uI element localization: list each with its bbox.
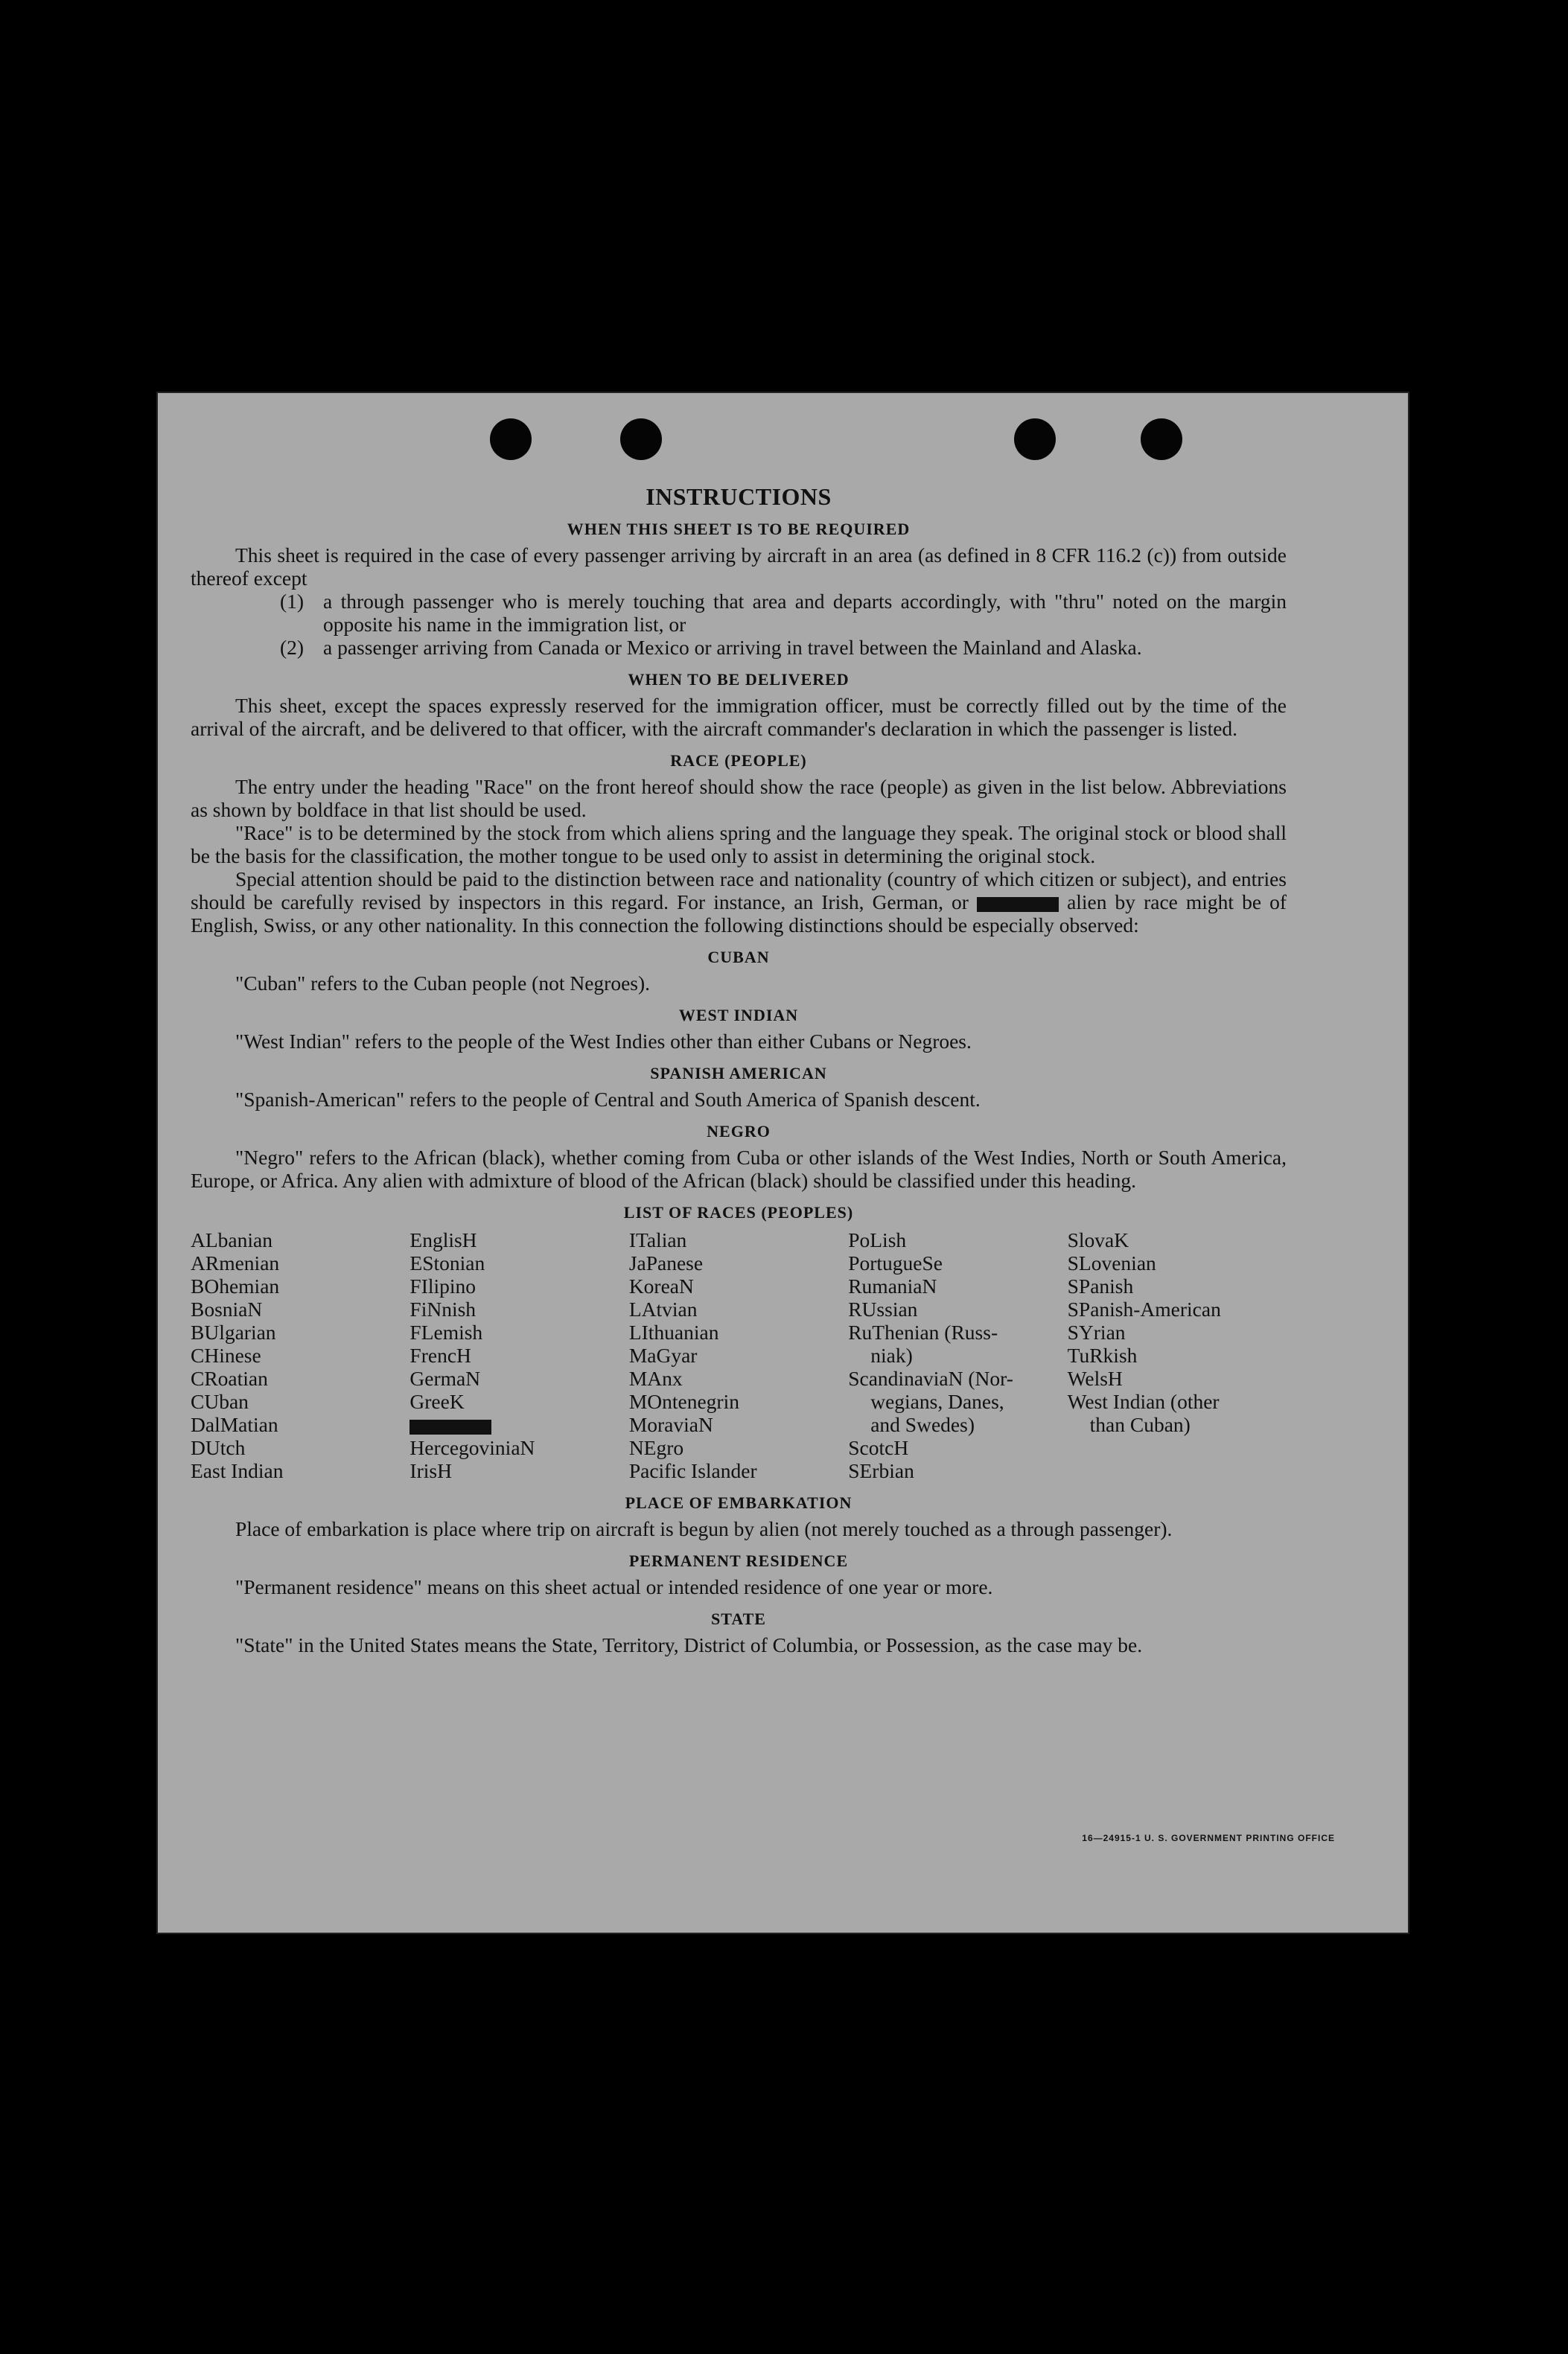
item-number: (2) — [280, 636, 305, 659]
race-entry: PoLish — [848, 1228, 907, 1251]
heading-west-indian: WEST INDIAN — [678, 1006, 799, 1024]
heading-cuban: CUBAN — [707, 948, 770, 966]
item-text: a passenger arriving from Canada or Mexico or arriving in travel between the Mainland and Alaska. — [323, 636, 1142, 659]
race-column-2 — [409, 1228, 628, 1482]
residence-text: "Permanent residence" means on this sheet actual or intended residence of one year or more. — [235, 1575, 993, 1598]
race-entry: GreeK — [409, 1390, 465, 1413]
redaction-mark — [977, 897, 1059, 912]
race-entry: LIthuanian — [628, 1321, 719, 1344]
page-title: INSTRUCTIONS — [646, 483, 832, 510]
race-entry: Pacific Islander — [628, 1459, 757, 1482]
race-entry: DalMatian — [191, 1413, 278, 1436]
item-text: a through passenger who is merely touching that area and departs accordingly, with "thru" noted on the margin opposite his name in the immigration list, or — [323, 590, 1287, 636]
heading-embarkation: PLACE OF EMBARKATION — [625, 1493, 852, 1512]
race-entry: DUtch — [191, 1436, 246, 1459]
race-entry: RUssian — [848, 1298, 918, 1321]
race-entry: BUlgarian — [191, 1321, 276, 1344]
race-entry: LAtvian — [628, 1298, 698, 1321]
spanish-american-text: "Spanish-American" refers to the people of Central and South America of Spanish descent. — [235, 1088, 981, 1111]
heading-race: RACE (PEOPLE) — [670, 751, 807, 770]
race-entry: GermaN — [409, 1367, 481, 1390]
race-entry: SlovaK — [1067, 1228, 1129, 1251]
cuban-text: "Cuban" refers to the Cuban people (not Negroes). — [235, 972, 651, 995]
race-paragraph-3 — [191, 867, 1287, 937]
race-entry: ITalian — [628, 1228, 687, 1251]
race-entry: BosniaN — [191, 1298, 263, 1321]
item-number: (1) — [280, 590, 305, 613]
race-entry: ARmenian — [191, 1251, 280, 1275]
punch-hole — [620, 418, 662, 460]
race-entry: and Swedes) — [870, 1413, 975, 1436]
heading-permanent-residence: PERMANENT RESIDENCE — [628, 1551, 849, 1570]
race-column-1 — [191, 1228, 409, 1482]
race-entry: HercegoviniaN — [409, 1436, 535, 1459]
race-entry: SPanish — [1067, 1275, 1134, 1298]
race-entry: MAnx — [628, 1367, 683, 1390]
race-paragraph-1: The entry under the heading "Race" on the front hereof should show the race (people) as given in the list below. Abbreviations as shown by boldface in that list should be used. — [191, 775, 1287, 821]
race-entry: SPanish-American — [1067, 1298, 1221, 1321]
state-text: "State" in the United States means the State, Territory, District of Columbia, or Possession, as the case may be. — [235, 1633, 1143, 1656]
race-entry: MaGyar — [628, 1344, 698, 1367]
race-entry — [409, 1413, 628, 1436]
race-entry: WelsH — [1067, 1367, 1123, 1390]
race-entry: MOntenegrin — [628, 1390, 739, 1413]
race-column-4 — [848, 1228, 1067, 1482]
race-entry: niak) — [870, 1344, 913, 1367]
race-entry: PortugueSe — [848, 1251, 943, 1275]
race-entry: JaPanese — [628, 1251, 704, 1275]
race-entry: EStonian — [409, 1251, 485, 1275]
race-entry: CRoatian — [191, 1367, 268, 1390]
race-entry: wegians, Danes, — [870, 1390, 1004, 1413]
west-indian-text: "West Indian" refers to the people of the West Indies other than either Cubans or Negroes. — [235, 1030, 972, 1053]
heading-list-of-races: LIST OF RACES (PEOPLES) — [623, 1203, 854, 1222]
race-entry: FIlipino — [409, 1275, 477, 1298]
race-entry: ScandinaviaN (Nor- — [848, 1367, 1013, 1390]
delivered-text: This sheet, except the spaces expressly reserved for the immigration officer, must be correctly filled out by the time of the arrival of the aircraft, and be delivered to that officer, with the aircraft commander's declaration in which the passenger is listed. — [191, 694, 1287, 740]
heading-when-delivered: WHEN TO BE DELIVERED — [628, 670, 850, 689]
race-list — [191, 1228, 1287, 1482]
race-entry: ALbanian — [191, 1228, 273, 1251]
punch-hole — [1014, 418, 1056, 460]
instructions-content — [191, 485, 1287, 1656]
heading-spanish-american: SPANISH AMERICAN — [650, 1064, 827, 1082]
race-entry: TuRkish — [1067, 1344, 1138, 1367]
punch-hole — [1141, 418, 1182, 460]
redaction-mark — [409, 1420, 491, 1435]
negro-text: "Negro" refers to the African (black), whether coming from Cuba or other islands of the West Indies, North or South America, Europe, or Africa. Any alien with admixture of blood of the African (black) should be classified under this heading. — [191, 1146, 1287, 1192]
race-entry: KoreaN — [628, 1275, 694, 1298]
race-entry: SErbian — [848, 1459, 914, 1482]
race-entry: CHinese — [191, 1344, 261, 1367]
race-entry: EnglisH — [409, 1228, 477, 1251]
race-entry: RuThenian (Russ- — [848, 1321, 998, 1344]
race-entry: SLovenian — [1067, 1251, 1156, 1275]
exception-item-1 — [191, 590, 1287, 636]
race-entry: FrencH — [409, 1344, 471, 1367]
race-entry: CUban — [191, 1390, 249, 1413]
required-text: This sheet is required in the case of every passenger arriving by aircraft in an area (as defined in 8 CFR 116.2 (c)) from outside thereof except — [191, 543, 1287, 590]
heading-state: STATE — [711, 1610, 766, 1628]
race-column-3 — [629, 1228, 848, 1482]
heading-negro: NEGRO — [707, 1122, 771, 1141]
race-entry: West Indian (other — [1067, 1390, 1220, 1413]
race-entry: BOhemian — [191, 1275, 280, 1298]
race-entry: SYrian — [1067, 1321, 1126, 1344]
race-entry: FLemish — [409, 1321, 483, 1344]
race-paragraph-2: "Race" is to be determined by the stock from which aliens spring and the language they speak. The original stock or blood shall be the basis for the classification, the mother tongue to be used only to assist in determining the original stock. — [191, 821, 1287, 867]
race-entry: FiNnish — [409, 1298, 477, 1321]
race-entry: MoraviaN — [628, 1413, 713, 1436]
race-paragraph-3a: Special attention should be paid to the distinction between race and nationality (country of which citizen or subject), and entries should be carefully revised by inspectors in this regard. For instance, an Irish, German, or — [191, 867, 1287, 913]
race-entry: than Cuban) — [1089, 1413, 1191, 1436]
race-paragraph-3b: alien by race might be of English, Swiss, or any other nationality. In this connection the following distinctions should be especially observed: — [191, 890, 1287, 937]
punch-hole — [490, 418, 532, 460]
print-code: 16—24915-1 U. S. GOVERNMENT PRINTING OFFICE — [1082, 1833, 1335, 1843]
race-entry: IrisH — [409, 1459, 452, 1482]
race-entry: NEgro — [628, 1436, 684, 1459]
embarkation-text: Place of embarkation is place where trip on aircraft is begun by alien (not merely touched as a through passenger). — [235, 1517, 1173, 1540]
heading-when-required: WHEN THIS SHEET IS TO BE REQUIRED — [567, 520, 911, 538]
race-column-5 — [1068, 1228, 1287, 1482]
race-entry: RumaniaN — [848, 1275, 937, 1298]
race-entry: ScotcH — [848, 1436, 909, 1459]
document-sheet — [156, 392, 1409, 1934]
race-entry: East Indian — [191, 1459, 284, 1482]
exception-item-2 — [191, 636, 1287, 659]
